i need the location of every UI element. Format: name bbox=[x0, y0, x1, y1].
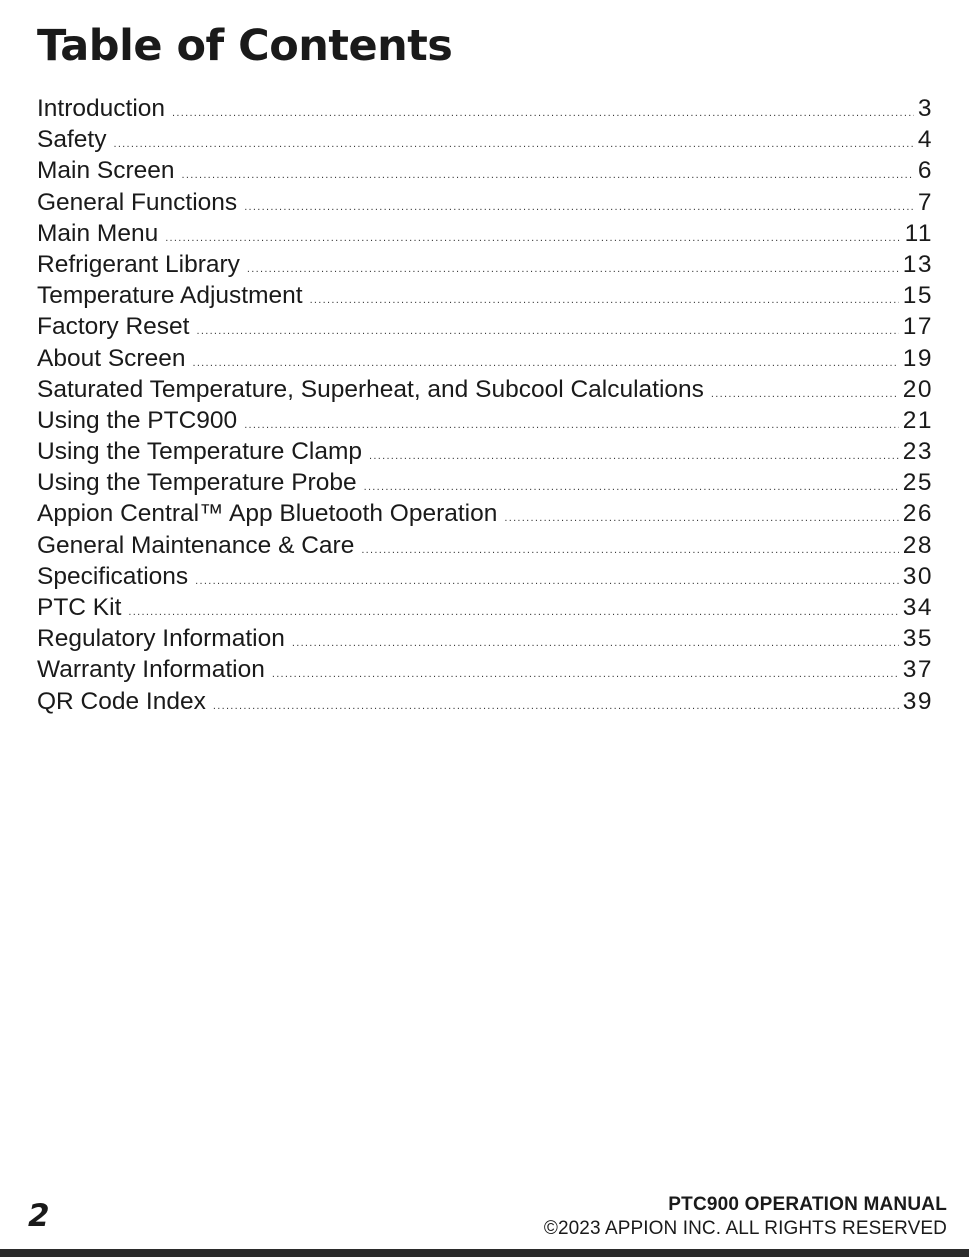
dot-leader bbox=[195, 566, 899, 597]
toc-entry-label: Refrigerant Library bbox=[37, 250, 240, 278]
dot-leader bbox=[310, 285, 899, 316]
dot-leader bbox=[361, 535, 898, 566]
toc-entry-regulatory-information[interactable] bbox=[37, 623, 933, 654]
toc-entry-page: 6 bbox=[917, 157, 933, 185]
toc-entry-page: 37 bbox=[902, 656, 933, 684]
toc-entry-label: Appion Central™ App Bluetooth Operation bbox=[37, 500, 498, 528]
toc-entry-using-the-ptc900[interactable] bbox=[37, 405, 933, 436]
toc-entry-page: 7 bbox=[917, 188, 933, 216]
toc-entry-bluetooth-operation[interactable] bbox=[37, 498, 933, 529]
toc-entry-label: Warranty Information bbox=[37, 656, 265, 684]
toc-entry-label: Regulatory Information bbox=[37, 625, 285, 653]
toc-entry-label: Main Menu bbox=[37, 219, 159, 247]
toc-entry-refrigerant-library[interactable] bbox=[37, 249, 933, 280]
dot-leader bbox=[172, 98, 914, 129]
toc-entry-maintenance-care[interactable] bbox=[37, 530, 933, 561]
toc-entry-label: Saturated Temperature, Superheat, and Subcool Calculations bbox=[37, 375, 704, 403]
toc-entry-page: 30 bbox=[902, 562, 933, 590]
toc-entry-temperature-adjustment[interactable] bbox=[37, 280, 933, 311]
toc-entry-factory-reset[interactable] bbox=[37, 311, 933, 342]
toc-entry-page: 34 bbox=[902, 594, 933, 621]
page-number: 2 bbox=[28, 1198, 50, 1234]
toc-entry-label: Safety bbox=[37, 126, 107, 154]
dot-leader bbox=[213, 691, 899, 722]
toc-entry-safety[interactable] bbox=[37, 124, 933, 155]
toc-entry-label: PTC Kit bbox=[37, 594, 122, 621]
toc-entry-page: 25 bbox=[902, 469, 933, 497]
toc-entry-label: About Screen bbox=[37, 344, 186, 372]
toc-entry-page: 17 bbox=[902, 313, 933, 341]
dot-leader bbox=[504, 503, 898, 534]
page-title: Table of Contents bbox=[37, 21, 453, 71]
toc-entry-introduction[interactable] bbox=[37, 93, 933, 124]
toc-entry-page: 35 bbox=[902, 625, 933, 653]
dot-leader bbox=[165, 223, 900, 254]
toc-entry-label: Temperature Adjustment bbox=[37, 282, 303, 310]
toc-entry-qr-code-index[interactable] bbox=[37, 686, 933, 717]
toc-entry-about-screen[interactable] bbox=[37, 343, 933, 374]
dot-leader bbox=[711, 379, 899, 410]
toc-entry-page: 39 bbox=[902, 687, 933, 715]
toc-entry-page: 13 bbox=[902, 250, 933, 278]
toc-entry-label: Using the PTC900 bbox=[37, 406, 238, 434]
toc-entry-label: Specifications bbox=[37, 562, 189, 590]
toc-entry-general-functions[interactable] bbox=[37, 187, 933, 218]
dot-leader bbox=[272, 659, 899, 690]
toc-entry-label: General Functions bbox=[37, 188, 238, 216]
dot-leader bbox=[182, 160, 914, 191]
toc-entry-page: 20 bbox=[902, 375, 933, 403]
dot-leader bbox=[247, 254, 899, 285]
toc-entry-label: QR Code Index bbox=[37, 687, 206, 715]
toc-entry-main-screen[interactable] bbox=[37, 155, 933, 186]
toc-entry-page: 26 bbox=[902, 500, 933, 528]
toc-entry-temperature-clamp[interactable] bbox=[37, 436, 933, 467]
dot-leader bbox=[369, 441, 899, 472]
toc-entry-page: 21 bbox=[902, 406, 933, 434]
toc-entry-page: 28 bbox=[902, 531, 933, 559]
toc-entry-temperature-probe[interactable] bbox=[37, 467, 933, 498]
footer-manual-title: PTC900 OPERATION MANUAL bbox=[668, 1194, 947, 1215]
toc-entry-label: Using the Temperature Probe bbox=[37, 469, 357, 497]
toc-entry-label: General Maintenance & Care bbox=[37, 531, 355, 559]
toc-entry-warranty-information[interactable] bbox=[37, 654, 933, 685]
toc-entry-label: Factory Reset bbox=[37, 313, 190, 341]
dot-leader bbox=[292, 628, 899, 659]
toc-entry-specifications[interactable] bbox=[37, 561, 933, 592]
toc-entry-label: Introduction bbox=[37, 95, 166, 122]
dot-leader bbox=[244, 192, 914, 223]
toc-entry-label: Main Screen bbox=[37, 157, 175, 185]
toc-entry-ptc-kit[interactable] bbox=[37, 592, 933, 623]
toc-entry-label: Using the Temperature Clamp bbox=[37, 438, 363, 466]
toc-entry-page: 11 bbox=[904, 219, 933, 247]
toc-entry-page: 23 bbox=[902, 438, 933, 466]
toc-entry-page: 19 bbox=[902, 344, 933, 372]
toc-entry-saturated-temperature[interactable] bbox=[37, 374, 933, 405]
toc-entry-main-menu[interactable] bbox=[37, 218, 933, 249]
bottom-rule bbox=[0, 1249, 969, 1257]
footer-copyright: ©2023 APPION INC. ALL RIGHTS RESERVED bbox=[543, 1218, 947, 1239]
dot-leader bbox=[197, 316, 899, 347]
page-footer bbox=[544, 1193, 947, 1241]
toc-entry-page: 3 bbox=[917, 95, 933, 122]
dot-leader bbox=[113, 129, 913, 160]
table-of-contents bbox=[37, 93, 933, 717]
toc-entry-page: 4 bbox=[917, 126, 933, 154]
toc-entry-page: 15 bbox=[902, 282, 933, 310]
